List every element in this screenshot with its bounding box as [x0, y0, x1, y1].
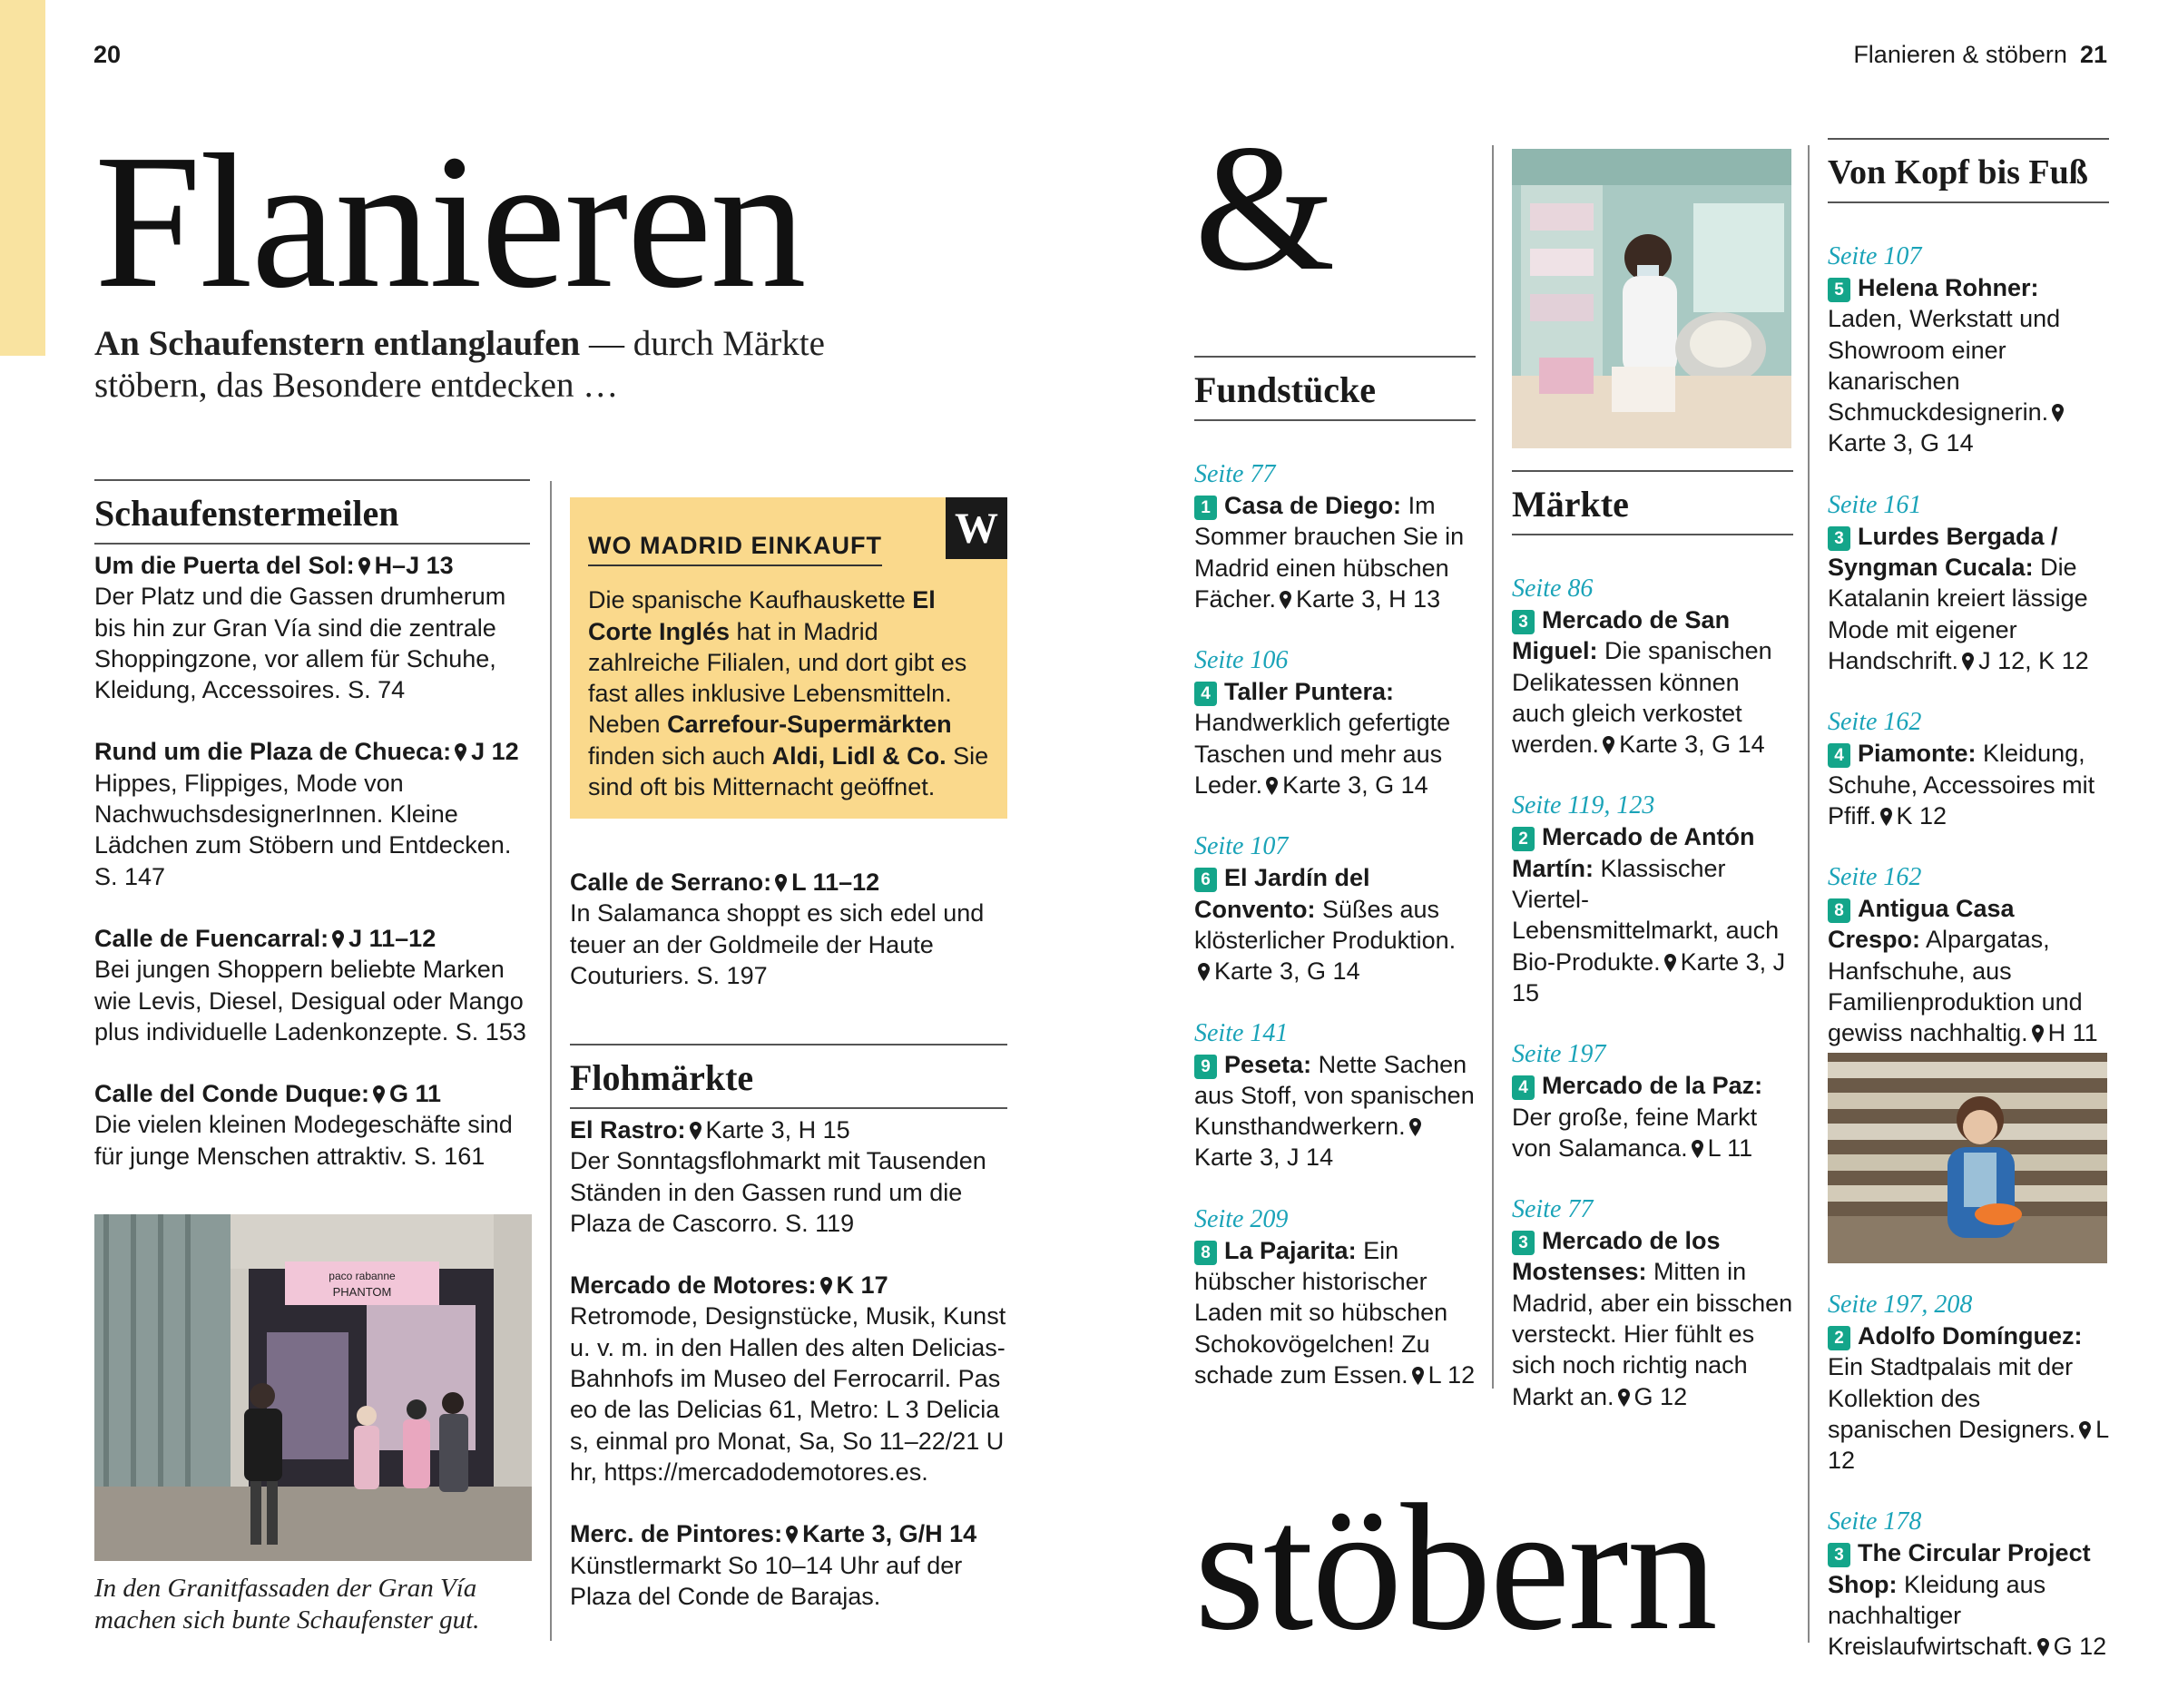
subtitle: [94, 323, 911, 407]
entry-text: Ein hübscher historischer Laden mit so hübschen Schokovögelchen! Zu schade zum Essen.: [1194, 1236, 1448, 1389]
page-ref-link[interactable]: Seite 141: [1194, 1018, 1289, 1047]
list-item: [570, 1270, 1007, 1487]
column-flohmaerkte: [570, 1044, 1007, 1612]
title-word-flanieren: Flanieren: [94, 114, 805, 328]
map-pin-icon: [455, 743, 466, 761]
map-ref: J 12: [471, 738, 519, 766]
entry-name: Calle de Serrano:: [570, 869, 772, 896]
entry-text: Laden, Werkstatt und Showroom einer kanarischen Schmuckdesignerin.: [1828, 305, 2061, 427]
map-ref: J 12, K 12: [1978, 646, 2089, 674]
list-item: [1828, 707, 2109, 831]
entry-text: Hippes, Flippiges, Mode von NachwuchsdesignerInnen. Kleine Lädchen zum Stöbern und Entdecken. S. 147: [94, 769, 512, 890]
section-title-fundstuecke: Fundstücke: [1194, 356, 1476, 421]
entry-text: Künstlermarkt So 10–14 Uhr auf der Plaza del Conde de Barajas.: [570, 1551, 963, 1610]
map-pin-icon: [358, 557, 370, 575]
page-ref-link[interactable]: Seite 119, 123: [1512, 791, 1655, 820]
entry-name: Adolfo Domínguez:: [1858, 1322, 2083, 1350]
entry-text: In Salamanca shoppt es sich edel und teuer an der Goldmeile der Haute Couturiers. S. 197: [570, 899, 985, 989]
entry-text: Mitten in Madrid, aber ein bisschen versteckt. Hier fühlt es sich noch richtig nach Markt an.: [1512, 1258, 1793, 1410]
photo-shop-interior: [1512, 149, 1791, 448]
list-item: [570, 867, 1007, 991]
shopping-bag-number-icon: 5: [1828, 278, 1850, 302]
info-text: Sie sind oft bis Mitternacht geöffnet.: [588, 741, 989, 801]
map-pin-icon: [1603, 736, 1614, 754]
list-item: [1512, 1194, 1793, 1412]
map-ref: G 12: [1634, 1382, 1688, 1410]
map-pin-icon: [332, 930, 344, 948]
info-bold: El Corte Inglés: [588, 586, 936, 645]
running-head: [1853, 41, 2107, 69]
entry-text: Klassischer Viertel-Lebensmittelmarkt, auch Bio-Produkte.: [1512, 854, 1780, 976]
map-ref: Karte 3, H 15: [705, 1116, 850, 1144]
map-ref: Karte 3, G 14: [1619, 731, 1765, 759]
shopping-bag-number-icon: 6: [1194, 868, 1217, 892]
running-head-title: Flanieren & stöbern: [1853, 41, 2067, 68]
entry-text: Die spanischen Delikatessen können auch gleich verkostet werden.: [1512, 637, 1772, 759]
section-title-von-kopf-bis-fuss: Von Kopf bis Fuß: [1828, 138, 2109, 203]
yellow-accent-tab: [0, 0, 45, 356]
map-pin-icon: [1962, 653, 1974, 671]
entry-text: Handwerklich gefertigte Taschen und mehr aus Leder.: [1194, 709, 1451, 800]
list-item: [94, 923, 530, 1047]
entry-name: Taller Puntera:: [1224, 678, 1395, 706]
map-pin-icon: [2079, 1421, 2091, 1439]
map-ref: Karte 3, J 14: [1194, 1144, 1334, 1172]
page-ref-link[interactable]: Seite 106: [1194, 646, 1289, 675]
list-item: [94, 736, 530, 891]
entry-name: Helena Rohner:: [1858, 274, 2039, 301]
photo-gran-via: [94, 1214, 532, 1561]
entry-name: The Circular Project Shop:: [1828, 1539, 2091, 1598]
entry-name: Mercado de Antón Martín:: [1512, 823, 1755, 882]
column-von-kopf-bis-fuss-continued: [1828, 1290, 2109, 1693]
map-ref: L 12: [1828, 1415, 2109, 1475]
map-ref: Karte 3, G 14: [1282, 771, 1428, 800]
map-pin-icon: [1412, 1367, 1424, 1385]
shopping-bag-number-icon: 4: [1828, 743, 1850, 768]
map-pin-icon: [2037, 1638, 2049, 1656]
entry-name: Mercado de los Mostenses:: [1512, 1227, 1721, 1286]
info-box-body: [570, 497, 1007, 819]
shopping-bag-number-icon: 4: [1512, 1075, 1535, 1100]
map-pin-icon: [2032, 1025, 2044, 1043]
map-pin-icon: [1198, 963, 1210, 981]
column-schaufenstermeilen: [94, 479, 530, 1172]
w-badge-icon: W: [946, 497, 1007, 559]
list-item: [570, 1114, 1007, 1239]
page-ref-link[interactable]: Seite 161: [1828, 490, 1922, 519]
map-ref: Karte 3, J 15: [1512, 947, 1786, 1006]
list-item: [570, 1518, 1007, 1612]
map-ref: K 17: [836, 1271, 888, 1300]
column-fundstuecke: [1194, 356, 1476, 1421]
list-item: [1512, 1039, 1793, 1163]
list-item: [1828, 1507, 2109, 1662]
page-ref-link[interactable]: Seite 77: [1194, 460, 1276, 488]
shopping-bag-number-icon: 3: [1512, 610, 1535, 634]
list-item: [1194, 1018, 1476, 1173]
map-ref: J 11–12: [348, 924, 437, 952]
map-ref: L 11: [1707, 1134, 1753, 1162]
list-item: [94, 550, 530, 705]
map-ref: G 12: [2053, 1633, 2107, 1661]
entry-name: Merc. de Pintores:: [570, 1520, 783, 1548]
map-pin-icon: [775, 874, 787, 892]
shopping-bag-number-icon: 2: [1512, 827, 1535, 851]
shopping-bag-number-icon: 8: [1828, 898, 1850, 923]
entry-name: La Pajarita:: [1224, 1236, 1357, 1264]
info-box-heading: WO MADRID EINKAUFT: [588, 530, 882, 566]
subtitle-bold: An Schaufenstern entlanglaufen: [94, 324, 581, 363]
list-item: [1512, 790, 1793, 1008]
section-title-schaufenstermeilen: Schaufenstermeilen: [94, 479, 530, 545]
entry-text: Kleidung, Schuhe, Accessoires mit Pfiff.: [1828, 740, 2095, 829]
page-ref-link[interactable]: Seite 178: [1828, 1507, 1922, 1536]
shopping-bag-number-icon: 1: [1194, 496, 1217, 520]
map-ref: L 11–12: [791, 869, 880, 896]
map-ref: G 11: [389, 1080, 442, 1108]
map-pin-icon: [1266, 777, 1278, 795]
map-pin-icon: [1692, 1140, 1703, 1158]
list-item: [1828, 1290, 2109, 1476]
entry-name: Antigua Casa Crespo:: [1828, 895, 2015, 954]
photo-espadrille-shop: [1828, 1053, 2107, 1263]
map-pin-icon: [820, 1277, 832, 1295]
entry-name: Mercado de Motores:: [570, 1271, 817, 1300]
title-word-stoebern: stöbern: [1194, 1468, 1716, 1668]
map-pin-icon: [373, 1085, 385, 1104]
photo-caption: In den Granitfassaden der Gran Vía machen sich bunte Schaufenster gut.: [94, 1574, 480, 1634]
column-divider: [1492, 145, 1494, 1389]
list-item: [1194, 1204, 1476, 1390]
list-item: [1194, 831, 1476, 987]
map-pin-icon: [1664, 954, 1676, 972]
entry-text: Kleidung aus nachhaltiger Kreislaufwirtschaft.: [1828, 1570, 2046, 1661]
map-ref: K 12: [1896, 801, 1947, 829]
list-item: [1828, 490, 2109, 676]
shopping-bag-number-icon: 9: [1194, 1055, 1217, 1079]
shopping-bag-number-icon: 3: [1512, 1231, 1535, 1255]
entry-name: Mercado de la Paz:: [1542, 1072, 1763, 1100]
entry-text: Süßes aus klösterlicher Produktion.: [1194, 895, 1457, 954]
entry-text: Der Sonntagsflohmarkt mit Tausenden Ständen in den Gassen rund um die Plaza de Cascorro. S. 119: [570, 1147, 986, 1237]
map-ref: Karte 3, G 14: [1828, 429, 1974, 457]
entry-name: Lurdes Bergada / Syngman Cucala:: [1828, 522, 2058, 582]
page-number-right: 21: [2079, 41, 2107, 68]
shopping-bag-number-icon: 4: [1194, 682, 1217, 706]
entry-name: Um die Puerta del Sol:: [94, 552, 355, 579]
shopping-bag-number-icon: 3: [1828, 526, 1850, 551]
page-ref-link[interactable]: Seite 107: [1828, 242, 1922, 270]
entry-name: Piamonte:: [1858, 740, 1977, 768]
info-box-text: [588, 584, 989, 802]
entry-serrano: [570, 867, 1007, 991]
sign-product: PHANTOM: [332, 1285, 392, 1299]
list-item: [1828, 862, 2109, 1048]
entry-text: Bei jungen Shoppern beliebte Marken wie Levis, Diesel, Desigual oder Mango plus individuelle Ladenkonzepte. S. 153: [94, 956, 526, 1045]
entry-name: Calle de Fuencarral:: [94, 924, 329, 952]
map-ref: Karte 3, H 13: [1296, 584, 1441, 613]
page-number-left: 20: [93, 41, 122, 68]
entry-name: El Jardín del Convento:: [1194, 864, 1370, 923]
shopping-bag-number-icon: 3: [1828, 1543, 1850, 1567]
map-ref: Karte 3, G 14: [1214, 957, 1360, 986]
column-divider: [550, 481, 552, 1641]
section-title-maerkte: Märkte: [1512, 470, 1793, 535]
entry-name: Peseta:: [1224, 1050, 1312, 1078]
sign-brand: paco rabanne: [329, 1270, 396, 1282]
info-text: finden sich auch: [588, 741, 772, 770]
map-ref: H–J 13: [374, 552, 454, 579]
entry-text: Ein Stadtpalais mit der Kollektion des spanischen Designers.: [1828, 1353, 2076, 1443]
info-text: hat in Madrid zahlreiche Filialen, und dort gibt es fast alles inklusive Lebensmitteln. Neben: [588, 617, 967, 739]
list-item: [1194, 459, 1476, 614]
list-item: [94, 1078, 530, 1172]
map-ref: H 11: [2047, 1019, 2098, 1047]
map-ref: L 12: [1427, 1360, 1476, 1389]
page-ref-link[interactable]: Seite 77: [1512, 1195, 1594, 1224]
page-ref-link[interactable]: Seite 197: [1512, 1040, 1606, 1069]
entry-text: Der Platz und die Gassen drumherum bis hin zur Gran Vía sind die zentrale Shoppingzone, vor allem für Schuhe, Kleidung, Accessoires. S. 74: [94, 583, 506, 704]
shopping-bag-number-icon: 2: [1828, 1326, 1850, 1350]
page-ref-link[interactable]: Seite 209: [1194, 1204, 1289, 1233]
section-title-flohmaerkte: Flohmärkte: [570, 1044, 1007, 1109]
map-pin-icon: [690, 1122, 701, 1140]
map-pin-icon: [1280, 591, 1291, 609]
entry-text: Die Katalanin kreiert lässige Mode mit eigener Handschrift.: [1828, 554, 2088, 674]
info-bold: Aldi, Lidl & Co.: [771, 741, 947, 770]
subtitle-rest: — durch Märkte stöbern, das Besondere entdecken …: [94, 324, 825, 405]
column-divider: [1808, 145, 1810, 1643]
page-ref-link[interactable]: Seite 162: [1828, 863, 1922, 892]
map-pin-icon: [2052, 404, 2064, 422]
column-maerkte: [1512, 470, 1793, 1443]
map-pin-icon: [1618, 1389, 1630, 1407]
map-pin-icon: [786, 1526, 798, 1544]
entry-text: Der große, feine Markt von Salamanca.: [1512, 1103, 1758, 1162]
page-ref-link[interactable]: Seite 86: [1512, 574, 1594, 603]
entry-text: Nette Sachen aus Stoff, von spanischen Kunsthandwerkern.: [1194, 1050, 1475, 1141]
page-ref-link[interactable]: Seite 162: [1828, 708, 1922, 737]
page-ref-link[interactable]: Seite 107: [1194, 832, 1289, 861]
column-von-kopf-bis-fuss: [1828, 138, 2109, 1080]
list-item: [1512, 574, 1793, 760]
info-box-wo-madrid-einkauft: [570, 497, 1007, 819]
entry-name: Rund um die Plaza de Chueca:: [94, 738, 452, 766]
map-pin-icon: [1409, 1118, 1421, 1136]
map-ref: Karte 3, G/H 14: [802, 1520, 977, 1548]
entry-text: Alpargatas, Hanfschuhe, aus Familienproduktion und gewiss nachhaltig.: [1828, 926, 2083, 1047]
page-ref-link[interactable]: Seite 197, 208: [1828, 1291, 1973, 1319]
list-item: [1828, 241, 2109, 459]
entry-text: Retromode, Designstücke, Musik, Kunst u. v. m. in den Hallen des alten Delicias-Bahnhofs im Museo del Ferrocarril. Paseo de las Delicias 61, Metro: L 3 Delicias, einmal pro Monat, Sa, So 11–22/21 Uhr, https://mercadodemotores.es.: [570, 1302, 1006, 1486]
entry-name: Calle del Conde Duque:: [94, 1080, 370, 1108]
info-text: Die spanische Kaufhauskette: [588, 586, 913, 614]
title-ampersand: &: [1194, 108, 1336, 309]
entry-name: Mercado de San Miguel:: [1512, 606, 1731, 665]
shopping-bag-number-icon: 8: [1194, 1241, 1217, 1265]
entry-name: El Rastro:: [570, 1116, 686, 1144]
entry-text: Im Sommer brauchen Sie in Madrid einen hübschen Fächer.: [1194, 492, 1465, 613]
info-bold: Carrefour-Supermärkten: [667, 711, 952, 739]
entry-text: Die vielen kleinen Modegeschäfte sind für junge Menschen attraktiv. S. 161: [94, 1111, 513, 1170]
entry-name: Casa de Diego:: [1224, 492, 1402, 519]
map-pin-icon: [1880, 808, 1892, 826]
list-item: [1194, 645, 1476, 800]
